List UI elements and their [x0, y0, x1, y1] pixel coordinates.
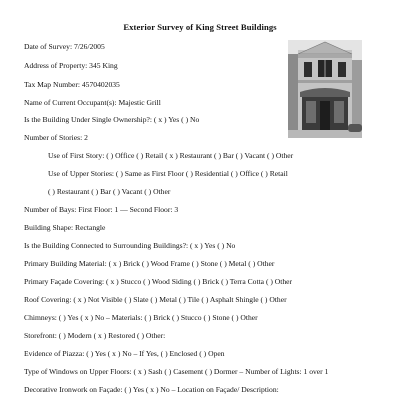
single-ownership: Is the Building Under Single Ownership?: ( x ) Yes ( ) No: [24, 115, 200, 124]
decorative-ironwork: Decorative Ironwork on Façade: ( ) Yes ( x ) No – Location on Façade/ Description:: [24, 385, 279, 394]
primary-building-material: Primary Building Material: ( x ) Brick ( ) Wood Frame ( ) Stone ( ) Metal ( ) Other: [24, 259, 275, 268]
storefront: Storefront: ( ) Modern ( x ) Restored ( ) Other:: [24, 331, 166, 340]
use-of-upper-stories: Use of Upper Stories: ( ) Same as First Floor ( ) Residential ( ) Office ( ) Retail: [48, 169, 288, 178]
connected-to-surrounding: Is the Building Connected to Surrounding Buildings?: ( x ) Yes ( ) No: [24, 241, 236, 250]
roof-covering: Roof Covering: ( x ) Not Visible ( ) Slate ( ) Metal ( ) Tile ( ) Asphalt Shingle ( ) Other: [24, 295, 287, 304]
use-of-first-story: Use of First Story: ( ) Office ( ) Retail ( x ) Restaurant ( ) Bar ( ) Vacant ( ) Other: [48, 151, 294, 160]
use-of-upper-stories-continued: ( ) Restaurant ( ) Bar ( ) Vacant ( ) Other: [48, 187, 171, 196]
current-occupant: Name of Current Occupant(s): Majestic Grill: [24, 98, 161, 107]
building-photo-icon: [288, 40, 362, 138]
building-shape: Building Shape: Rectangle: [24, 223, 106, 232]
upper-floor-windows: Type of Windows on Upper Floors: ( x ) Sash ( ) Casement ( ) Dormer – Number of Lights: 1 over 1: [24, 367, 329, 376]
number-of-stories: Number of Stories: 2: [24, 133, 88, 142]
page-title: Exterior Survey of King Street Buildings: [123, 22, 277, 32]
evidence-of-piazza: Evidence of Piazza: ( ) Yes ( x ) No – If Yes, ( ) Enclosed ( ) Open: [24, 349, 225, 358]
date-of-survey: Date of Survey: 7/26/2005: [24, 42, 105, 51]
tax-map-number: Tax Map Number: 4570402035: [24, 80, 120, 89]
number-of-bays: Number of Bays: First Floor: 1 — Second Floor: 3: [24, 205, 179, 214]
address-of-property: Address of Property: 345 King: [24, 61, 118, 70]
chimneys: Chimneys: ( ) Yes ( x ) No – Materials: ( ) Brick ( ) Stucco ( ) Stone ( ) Other: [24, 313, 258, 322]
primary-facade-covering: Primary Façade Covering: ( x ) Stucco ( ) Wood Siding ( ) Brick ( ) Terra Cotta ( ) Other: [24, 277, 293, 286]
